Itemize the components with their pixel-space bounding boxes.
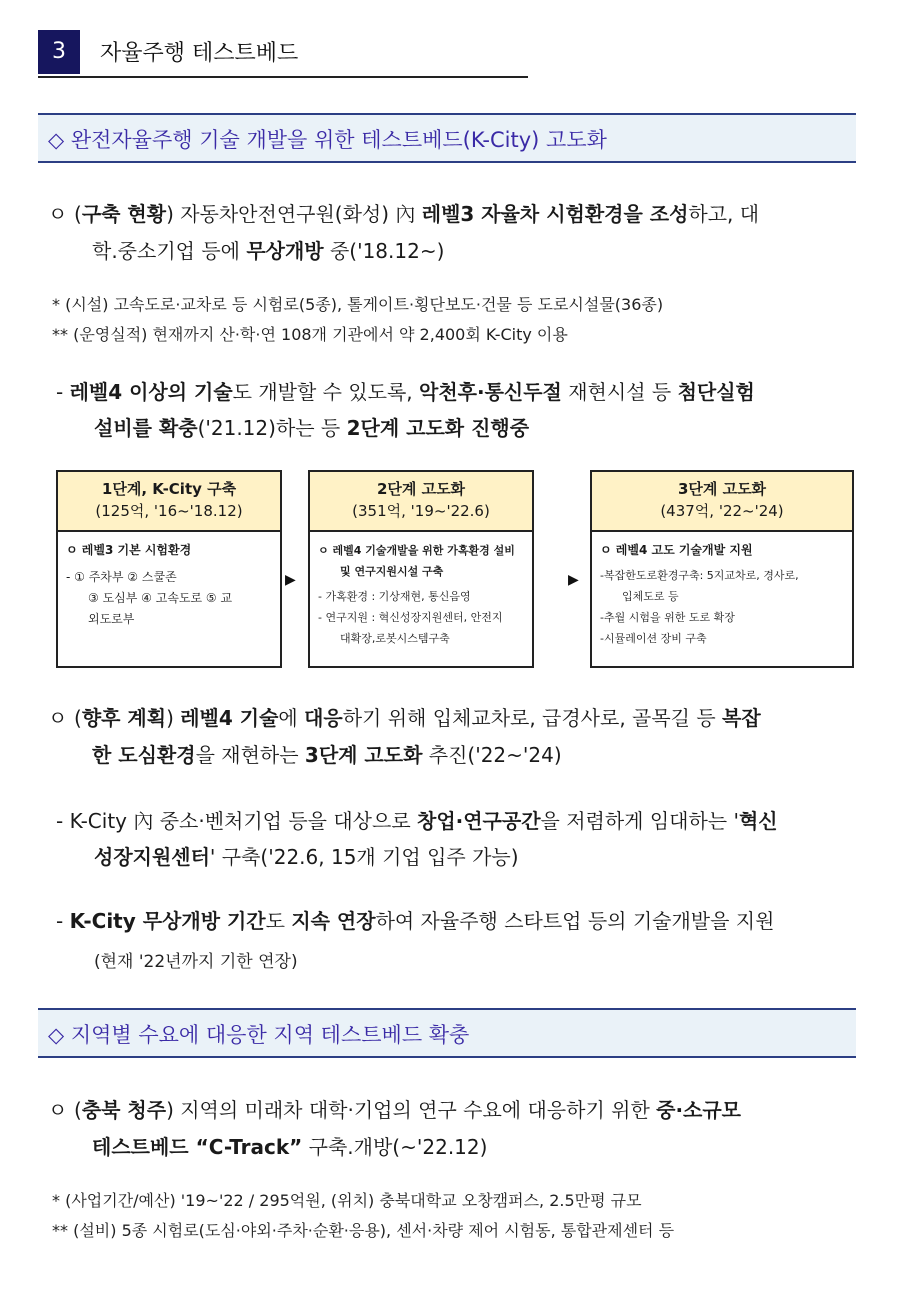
stage-box-1 [56,470,282,668]
stage-box-3-title: 3단계 고도화 [677,480,767,498]
stage-box-1-body [58,532,280,630]
section-title: 자율주행 테스트베드 [100,41,299,66]
circle-bullet: ㅇ [48,1098,68,1122]
stage-box-3-budget: (437억, '22~'24) [660,502,784,520]
stage-box-3-body [592,532,852,649]
section-number: 3 [38,30,80,74]
stage-box-1-title: 1단계, K-City 구축 [101,480,237,498]
circle-bullet: ㅇ [48,706,68,730]
section-header [38,28,528,78]
arrow-right-icon: ▶ [285,572,296,588]
stage-box-2-item: - 가혹환경 : 기상재현, 통신음영 [318,590,471,603]
paragraph-status [48,196,856,270]
footnote-equipment: ** (설비) 5종 시험로(도심·야외·주차·순환·응용), 센서·차량 제어 시험동, 통합관제센터 등 [52,1221,675,1240]
stage-box-1-item: - ① 주차부 ② 스쿨존 [66,570,177,584]
dash-item-level4-line2: 설비를 확충('21.12)하는 등 2단계 고도화 진행중 [94,416,530,440]
stage-box-2-heading: ㅇ 레벨4 기술개발을 위한 가혹환경 설비 [318,544,515,557]
topic-band-kcity-text: ◇ 완전자율주행 기술 개발을 위한 테스트베드(K-City) 고도화 [48,128,607,152]
dash-item-level4-line1: - 레벨4 이상의 기술도 개발할 수 있도록, 악천후·통신두절 재현시설 등 첨단실험 [56,380,755,404]
stage-box-1-item: ③ 도심부 ④ 고속도로 ⑤ 교 [88,591,233,605]
stage-box-1-item: 외도로부 [88,612,135,626]
paragraph-status-line1: (구축 현황) 자동차안전연구원(화성) 內 레벨3 자율차 시험환경을 조성하고, 대 [74,202,760,226]
paragraph-future-plan [48,700,856,774]
dash-item-free-access [56,903,856,939]
stage-box-3 [590,470,854,668]
stage-box-3-header [592,472,852,532]
footnote-project-period: * (사업기간/예산) '19~'22 / 295억원, (위치) 충북대학교 오창캠퍼스, 2.5만평 규모 [52,1191,642,1210]
stage-box-3-item: -추월 시험을 위한 도로 확장 [600,611,735,624]
stage-box-2-heading-cont: 및 연구지원시설 구축 [340,565,444,578]
paragraph-cheongju [48,1092,856,1166]
stage-box-2-item: 대확장,로봇시스템구축 [340,632,450,645]
footnote-operations: ** (운영실적) 현재까지 산·학·연 108개 기관에서 약 2,400회 K-City 이용 [52,325,568,344]
stage-box-2-title: 2단계 고도화 [376,480,466,498]
arrow-right-icon: ▶ [568,572,579,588]
stage-box-3-heading: ㅇ 레벨4 고도 기술개발 지원 [600,543,753,557]
dash-item-innovation-center [56,803,856,875]
paragraph-future-plan-line2: 한 도심환경을 재현하는 3단계 고도화 추진('22~'24) [92,743,562,767]
dash-item-level4 [56,374,856,446]
footnote-facilities: * (시설) 고속도로·교차로 등 시험로(5종), 톨게이트·횡단보도·건물 등 도로시설물(36종) [52,295,664,314]
topic-band-regional-text: ◇ 지역별 수요에 대응한 지역 테스트베드 확충 [48,1023,470,1047]
dash-item-free-access-line1: - K-City 무상개방 기간도 지속 연장하여 자율주행 스타트업 등의 기술개발을 지원 [56,909,775,933]
topic-band-regional [38,1008,856,1058]
paragraph-cheongju-line2: 테스트베드 “C-Track” 구축.개방(~'22.12) [92,1135,488,1159]
paragraph-cheongju-line1: (충북 청주) 지역의 미래차 대학·기업의 연구 수요에 대응하기 위한 중·소규모 [74,1098,742,1122]
stage-box-3-item: -복잡한도로환경구축: 5지교차로, 경사로, [600,569,799,582]
stage-box-1-heading: ㅇ 레벨3 기본 시험환경 [66,543,192,557]
dash-item-free-access-note: (현재 '22년까지 기한 연장) [94,952,298,972]
stage-box-1-header [58,472,280,532]
dash-item-innovation-center-line1: - K-City 內 중소·벤처기업 등을 대상으로 창업·연구공간을 저렴하게 임대하는 '혁신 [56,809,778,833]
circle-bullet: ㅇ [48,202,68,226]
stage-box-2-budget: (351억, '19~'22.6) [352,502,490,520]
stage-box-2-item: - 연구지원 : 혁신성장지원센터, 안전지 [318,611,503,624]
stage-box-3-item: -시뮬레이션 장비 구축 [600,632,707,645]
paragraph-status-line2: 학.중소기업 등에 무상개방 중('18.12~) [92,239,445,263]
dash-item-innovation-center-line2: 성장지원센터' 구축('22.6, 15개 기업 입주 가능) [94,845,519,869]
stage-box-1-budget: (125억, '16~'18.12) [95,502,243,520]
stage-box-2-body [310,532,532,649]
topic-band-kcity [38,113,856,163]
stage-box-2 [308,470,534,668]
paragraph-future-plan-line1: (향후 계획) 레벨4 기술에 대응하기 위해 입체교차로, 급경사로, 골목길 등 복잡 [74,706,761,730]
stage-box-3-item: 입체도로 등 [622,590,679,603]
stage-box-2-header [310,472,532,532]
